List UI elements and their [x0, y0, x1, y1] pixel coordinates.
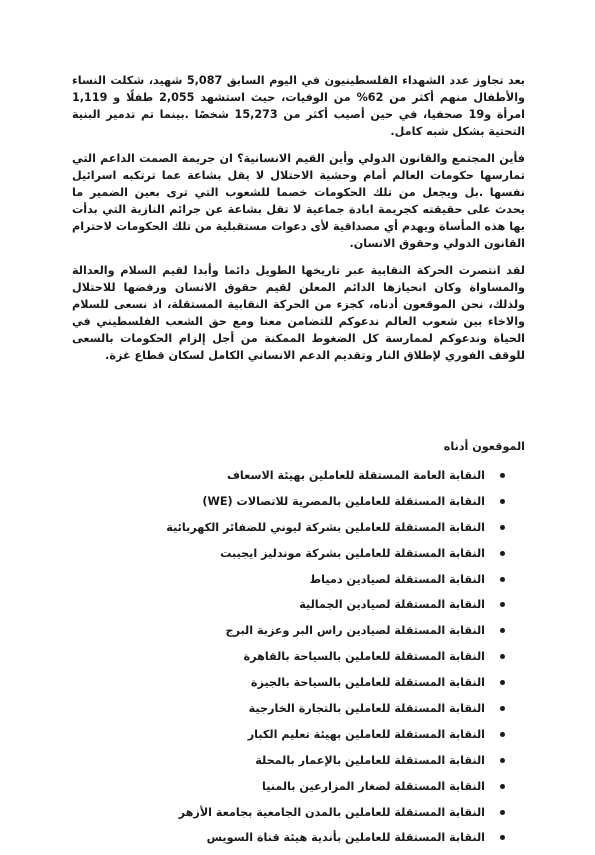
- signatory-name: النقابة المستقلة للعاملين بشركة ليوني للضفائر الكهربائية: [166, 520, 485, 534]
- bullet-icon: [500, 499, 505, 504]
- signatory-item: [72, 571, 505, 597]
- bullet-icon: [500, 784, 505, 789]
- signatory-item: [72, 648, 505, 674]
- bullet-icon: [500, 732, 505, 737]
- bullet-icon: [500, 706, 505, 711]
- signatory-name: النقابة المستقلة للعاملين بالسياحة بالجيزة: [250, 676, 485, 690]
- signatory-item: [72, 752, 505, 778]
- signatory-name: النقابة المستقلة للعاملين بشركة موندليز ايجيبت: [220, 546, 485, 560]
- signatory-item: [72, 778, 505, 804]
- bullet-icon: [500, 654, 505, 659]
- bullet-icon: [500, 628, 505, 633]
- signatory-item: [72, 519, 505, 545]
- bullet-icon: [500, 551, 505, 556]
- signatory-name: النقابة المستقلة لصيادين دمياط: [309, 572, 485, 586]
- signatories-heading: الموقعون أدناه: [443, 440, 525, 453]
- signatory-name: النقابة المستقلة للعاملين بالمدن الجامعية بجامعة الأزهر: [178, 805, 485, 819]
- signatory-name: النقابة المستقلة للعاملين بالتجارة الخارجية: [248, 702, 485, 716]
- paragraph-international-law: فأين المجتمع والقانون الدولي وأين القيم الانسانية؟ ان جريمة الصمت الداعم التي تمارسها حكومات العالم أمام وحشية الاحتلال لا يقل بشاعة عما ترتكبه اسرائيل نفسها .بل ويجعل من تلك الحكومات خصما للشعوب التي ترى بعين الضمير ما يحدث على حقيقته كجريمة ابادة جماعية لا تقل بشاعة عن جرائم النازية التي بدأت بها هذه المأساة ويهدم أي مصداقية لأى دعوات مستقبلية من تلك الحكومات لاحترام القانون الدولي وحقوق الانسان.: [72, 152, 525, 250]
- signatory-name: النقابة المستقلة لصيادين راس البر وعزبة البرج: [225, 624, 485, 638]
- signatory-name: النقابة العامة المستقلة للعاملين بهيئة الاسعاف: [226, 469, 485, 482]
- signatory-item: [72, 596, 505, 622]
- bullet-icon: [500, 602, 505, 607]
- paragraph-union-appeal: لقد انتصرت الحركة النقابية عبر تاريخها الطويل دائما وأبدا لقيم السلام والعدالة والمساواة وكان انحيازها الدائم المعلن لقيم حقوق الانسان ورفضها للاحتلال ولذلك، نحن الموقعون أدناه، كجزء من الحركة النقابية المستقلة، اذ نسعى للسلام والاخاء بين شعوب العالم ندعوكم للتضامن معنا ومع حق الشعب الفلسطيني في الحياة وندعوكم لممارسة كل الضغوط الممكنة من أجل إلزام الحكومات بالسعى للوقف الفوري لإطلاق النار وتقديم الدعم الانساني الكامل لسكان قطاع غزة.: [72, 264, 525, 362]
- bullet-icon: [500, 835, 505, 840]
- signatory-item: [72, 622, 505, 648]
- signatory-name: النقابة المستقلة للعاملين بأندية هيئة قناة السويس: [206, 831, 485, 845]
- signatory-name: النقابة المستقلة لصغار المزارعين بالمنيا: [262, 779, 485, 793]
- paragraph-casualties: بعد تجاوز عدد الشهداء الفلسطينيون في اليوم السابق 5,087 شهيد، شكلت النساء والأطفال منهم أكثر من 62% من الوفيات، حيث استشهد 2,055 طفلًا و 1,119 امرأة و19 صحفيا، في حين أصيب أكثر من 15,273 شخصًا .بينما تم تدمير البنية التحتية بشكل شبه كامل.: [72, 74, 525, 138]
- signatory-item: [72, 829, 505, 855]
- signatory-item: [72, 467, 505, 493]
- bullet-icon: [500, 758, 505, 763]
- signatory-item: [72, 804, 505, 830]
- signatory-name: النقابة المستقلة للعاملين بالسياحة بالقاهرة: [243, 650, 485, 664]
- signatory-name: النقابة المستقلة للعاملين بالمصرية للاتصالات (WE): [202, 494, 485, 508]
- document-content: [72, 72, 525, 855]
- bullet-icon: [500, 473, 505, 478]
- bullet-icon: [500, 810, 505, 815]
- signatory-item: [72, 726, 505, 752]
- signatory-name: النقابة المستقلة لصيادين الجمالية: [299, 598, 485, 612]
- signatory-item: [72, 493, 505, 519]
- bullet-icon: [500, 680, 505, 685]
- signatory-name: النقابة المستقلة للعاملين بالإعمار بالمحلة: [255, 753, 485, 767]
- bullet-icon: [500, 577, 505, 582]
- signatory-item: [72, 545, 505, 571]
- signatory-item: [72, 674, 505, 700]
- signatory-item: [72, 700, 505, 726]
- signatories-list: [72, 467, 525, 855]
- bullet-icon: [500, 525, 505, 530]
- signatory-name: النقابة المستقلة للعاملين بهيئة تعليم الكبار: [247, 727, 485, 741]
